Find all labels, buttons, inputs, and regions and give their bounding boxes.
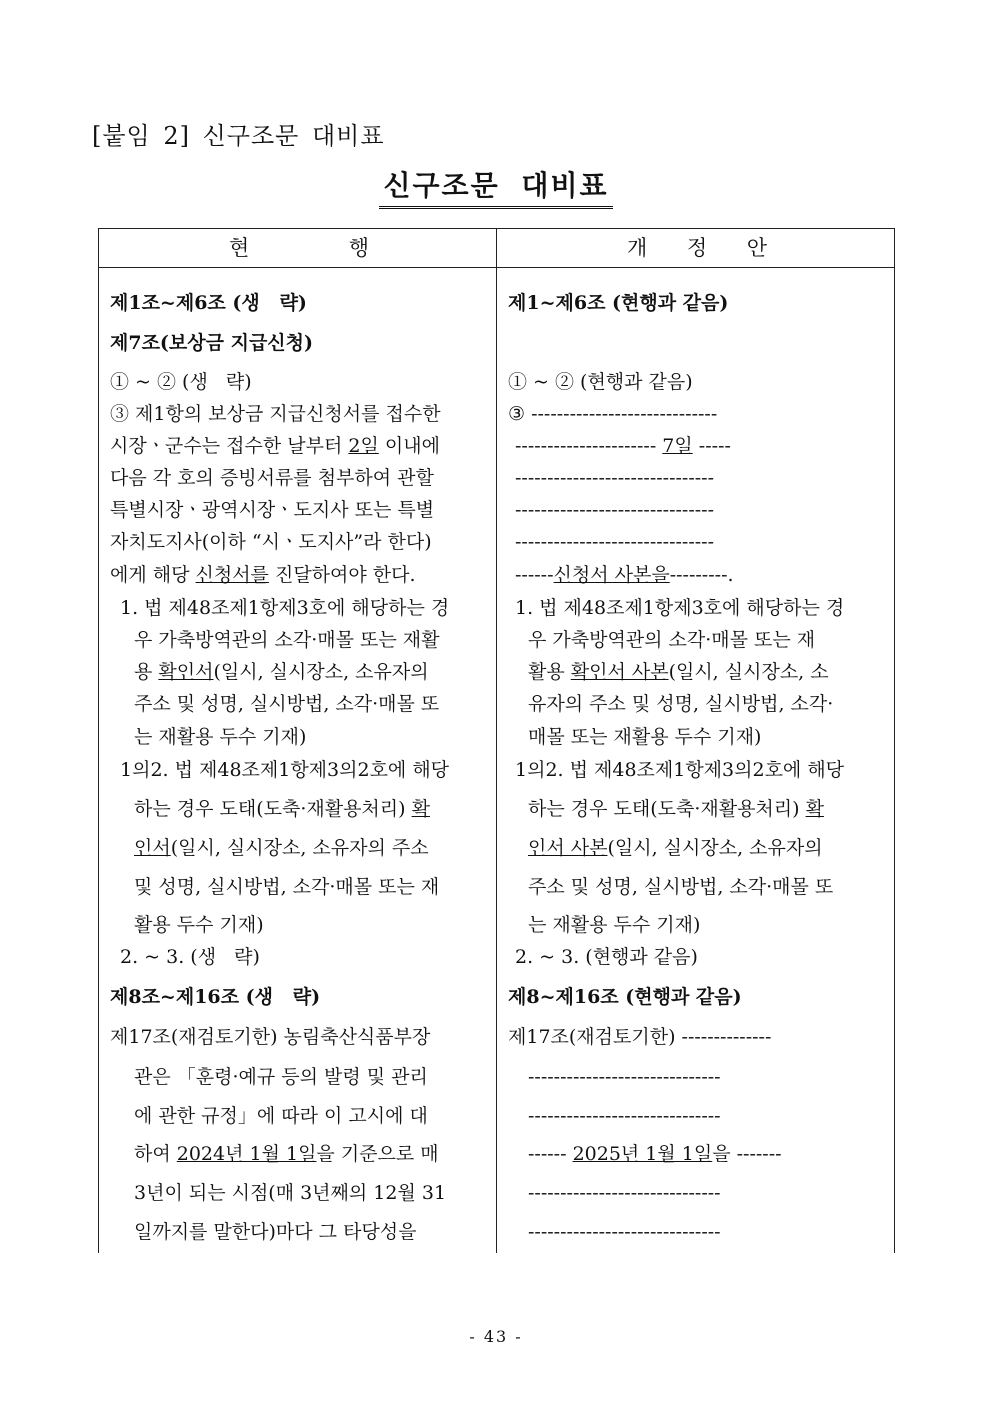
revised-item-1-line: 1. 법 제48조제1항제3호에 해당하는 경 bbox=[515, 597, 845, 619]
current-article-1-6: 제1조~제6조 (생 략) bbox=[110, 292, 307, 314]
revised-item-1-2-line: 주소 및 성명, 실시방법, 소각·매몰 또 bbox=[528, 876, 834, 898]
header-divider bbox=[99, 267, 894, 268]
revised-item-1-line: 우 가축방역관의 소각·매몰 또는 재 bbox=[528, 629, 816, 651]
revised-article-8-16: 제8~제16조 (현행과 같음) bbox=[508, 986, 742, 1008]
underlined-change: 2일 bbox=[348, 435, 379, 457]
current-item-1-2-line bbox=[134, 797, 430, 821]
text-segment: 용 bbox=[134, 661, 159, 683]
revised-article-17-line: ------------------------------ bbox=[528, 1221, 721, 1243]
current-item-1-line: 우 가축방역관의 소각·매몰 또는 재활 bbox=[134, 629, 440, 651]
current-items-2-3: 2. ~ 3. (생 략) bbox=[120, 946, 260, 968]
text-segment: ------ bbox=[515, 564, 554, 586]
text-segment: ------ bbox=[528, 1143, 573, 1165]
underlined-change: 확인서 bbox=[158, 661, 214, 683]
underlined-change: 신청서를 bbox=[195, 564, 269, 586]
current-para-1-2: ① ~ ② (생 략) bbox=[110, 371, 252, 393]
revised-article-17-line: ------------------------------ bbox=[528, 1182, 721, 1204]
text-segment: 하는 경우 도태(도축·재활용처리) bbox=[528, 798, 806, 820]
revised-item-1-2-line bbox=[528, 797, 824, 821]
text-segment: 을 ------- bbox=[712, 1143, 782, 1165]
revised-item-1-2-line bbox=[528, 836, 823, 860]
current-item-1-line: 는 재활용 두수 기재) bbox=[134, 726, 307, 748]
header-revised-char: 안 bbox=[746, 236, 767, 260]
current-para-3-line: 자치도지사(이하 “시ㆍ도지사”라 한다) bbox=[110, 531, 432, 553]
revised-item-1-line: 매몰 또는 재활용 두수 기재) bbox=[528, 726, 762, 748]
revised-para-3-line: ③ ----------------------------- bbox=[508, 403, 718, 425]
revised-item-1-2-line: 는 재활용 두수 기재) bbox=[528, 914, 701, 936]
text-segment: 이내에 bbox=[378, 435, 440, 457]
text-segment: (일시, 실시장소, 소유자의 bbox=[607, 837, 823, 859]
text-segment: 을 기준으로 매 bbox=[316, 1143, 439, 1165]
current-item-1-2-line: 활용 두수 기재) bbox=[134, 914, 264, 936]
underlined-change: 확 bbox=[411, 798, 430, 820]
underlined-change: 2025년 1월 1일 bbox=[572, 1143, 713, 1165]
underlined-change: 7일 bbox=[662, 435, 693, 457]
attachment-label: [붙임 2] 신구조문 대비표 bbox=[92, 122, 385, 150]
current-article-17-line: 일까지를 말한다)마다 그 타당성을 bbox=[134, 1221, 417, 1243]
document-title-text: 신구조문 대비표 bbox=[379, 164, 612, 209]
text-segment: ---------------------- bbox=[515, 435, 663, 457]
current-para-3-line: 다음 각 호의 증빙서류를 첨부하여 관할 bbox=[110, 467, 434, 489]
current-item-1-2-line: 및 성명, 실시방법, 소각·매몰 또는 재 bbox=[134, 876, 440, 898]
current-item-1-2-line bbox=[134, 836, 429, 860]
current-para-3-line: 특별시장ㆍ광역시장ㆍ도지사 또는 특별 bbox=[110, 499, 435, 521]
text-segment: ----- bbox=[692, 435, 731, 457]
current-para-3-line: ③ 제1항의 보상금 지급신청서를 접수한 bbox=[110, 403, 441, 425]
header-current-char: 행 bbox=[348, 236, 369, 260]
revised-article-17-line: ------------------------------ bbox=[528, 1105, 721, 1127]
current-article-17-line: 3년이 되는 시점(매 3년째의 12월 31 bbox=[134, 1182, 447, 1204]
header-revised-char: 정 bbox=[686, 236, 708, 260]
header-revised bbox=[627, 229, 767, 267]
current-item-1-2-line: 1의2. 법 제48조제1항제3의2호에 해당 bbox=[120, 759, 450, 781]
underlined-change: 인서 사본 bbox=[528, 837, 608, 859]
text-segment: 활용 bbox=[528, 661, 571, 683]
underlined-change: 2024년 1월 1일 bbox=[176, 1143, 317, 1165]
revised-item-1-line bbox=[528, 660, 829, 684]
column-divider bbox=[496, 229, 497, 1253]
text-segment: 시장ㆍ군수는 접수한 날부터 bbox=[110, 435, 349, 457]
text-segment: 에게 해당 bbox=[110, 564, 196, 586]
underlined-change: 확 bbox=[805, 798, 824, 820]
revised-para-3-line: ------------------------------- bbox=[515, 499, 715, 521]
current-article-17-line bbox=[134, 1142, 439, 1166]
revised-article-17-line: 제17조(재검토기한) -------------- bbox=[508, 1026, 772, 1048]
current-article-8-16: 제8조~제16조 (생 략) bbox=[110, 986, 321, 1008]
revised-para-3-line bbox=[515, 563, 734, 587]
revised-items-2-3: 2. ~ 3. (현행과 같음) bbox=[515, 946, 698, 968]
page-number: - 43 - bbox=[469, 1327, 523, 1346]
current-article-17-line: 제17조(재검토기한) 농림축산식품부장 bbox=[110, 1026, 431, 1048]
document-title bbox=[0, 164, 992, 209]
revised-article-17-line bbox=[528, 1142, 782, 1166]
header-revised-char: 개 bbox=[627, 236, 648, 260]
revised-article-17-line: ------------------------------ bbox=[528, 1066, 721, 1088]
current-article-17-line: 관은 「훈령·예규 등의 발령 및 관리 bbox=[134, 1066, 428, 1088]
current-para-3-line bbox=[110, 434, 440, 458]
revised-item-1-line: 유자의 주소 및 성명, 실시방법, 소각· bbox=[528, 693, 834, 715]
revised-para-3-line: ------------------------------- bbox=[515, 467, 715, 489]
current-item-1-line: 주소 및 성명, 실시방법, 소각·매몰 또 bbox=[134, 693, 440, 715]
current-article-7-title: 제7조(보상금 지급신청) bbox=[110, 332, 314, 354]
revised-para-3-line: ------------------------------- bbox=[515, 531, 715, 553]
text-segment: 하여 bbox=[134, 1143, 177, 1165]
revised-para-3-line bbox=[515, 434, 731, 458]
text-segment: 진달하여야 한다. bbox=[268, 564, 416, 586]
text-segment: (일시, 실시장소, 소유자의 bbox=[213, 661, 429, 683]
header-current bbox=[229, 229, 369, 267]
text-segment: ---------. bbox=[669, 564, 734, 586]
underlined-change: 확인서 사본 bbox=[570, 661, 669, 683]
revised-para-1-2: ① ~ ② (현행과 같음) bbox=[508, 371, 693, 393]
text-segment: 하는 경우 도태(도축·재활용처리) bbox=[134, 798, 412, 820]
underlined-change: 신청서 사본을 bbox=[553, 564, 670, 586]
revised-article-1-6: 제1~제6조 (현행과 같음) bbox=[508, 292, 729, 314]
current-para-3-line bbox=[110, 563, 416, 587]
text-segment: (일시, 실시장소, 소유자의 주소 bbox=[170, 837, 429, 859]
underlined-change: 인서 bbox=[134, 837, 171, 859]
current-item-1-line: 1. 법 제48조제1항제3호에 해당하는 경 bbox=[120, 597, 450, 619]
header-current-char: 현 bbox=[229, 236, 250, 260]
current-item-1-line bbox=[134, 660, 429, 684]
text-segment: (일시, 실시장소, 소 bbox=[668, 661, 829, 683]
current-article-17-line: 에 관한 규정」에 따라 이 고시에 대 bbox=[134, 1105, 428, 1127]
revised-item-1-2-line: 1의2. 법 제48조제1항제3의2호에 해당 bbox=[515, 759, 845, 781]
